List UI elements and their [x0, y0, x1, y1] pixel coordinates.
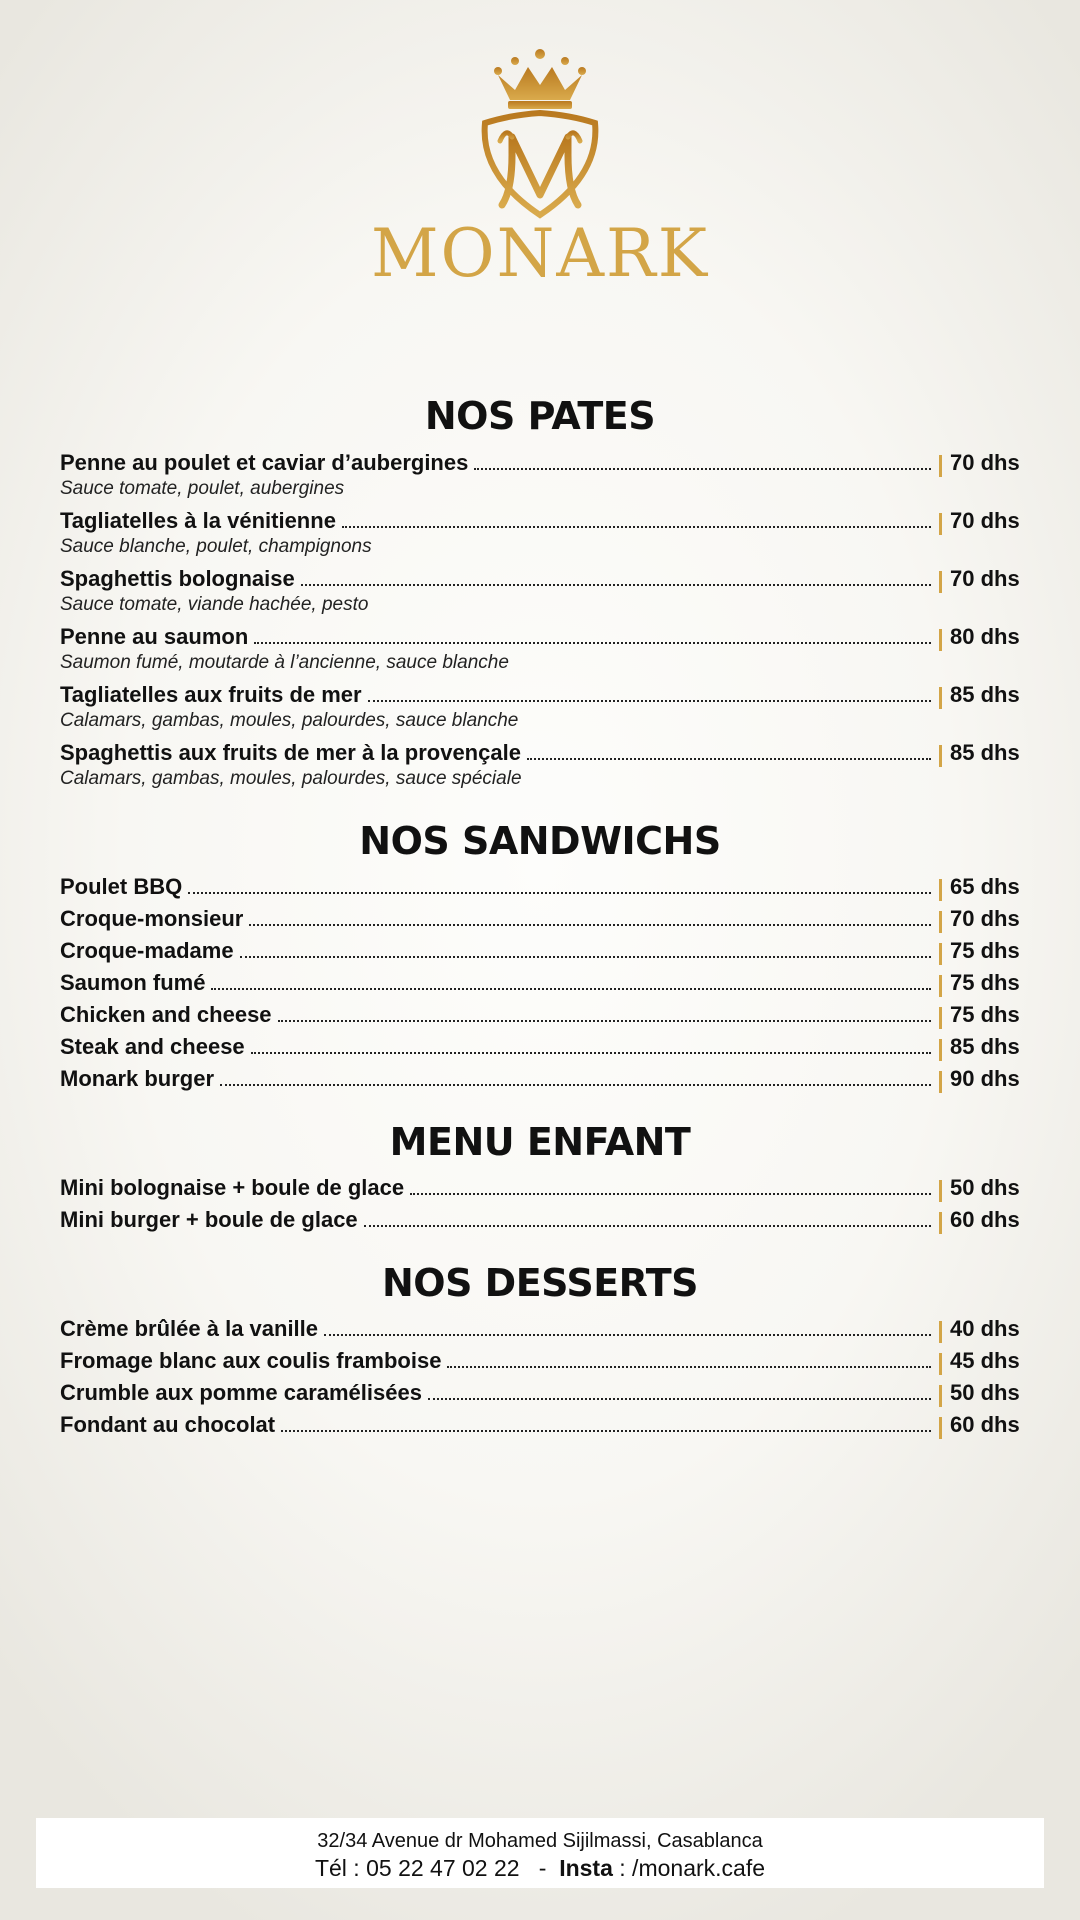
item-name: Spaghettis bolognaise — [60, 566, 295, 591]
item-name: Penne au poulet et caviar d’aubergines — [60, 450, 469, 475]
dot-leader — [474, 468, 931, 470]
price-divider — [939, 1180, 942, 1202]
item-name: Mini burger + boule de glace — [60, 1207, 358, 1232]
menu-item — [60, 874, 1020, 906]
footer-contact-line — [36, 1855, 1044, 1882]
menu-item — [60, 1066, 1020, 1098]
section-title-sandwichs: NOS SANDWICHS — [359, 819, 721, 863]
footer-insta-handle: : /monark.cafe — [619, 1855, 766, 1881]
menu-item — [60, 1412, 1020, 1444]
menu-item — [60, 1348, 1020, 1380]
menu-item — [60, 1380, 1020, 1412]
item-name: Croque-madame — [60, 938, 234, 963]
price-divider — [939, 1039, 942, 1061]
item-price: 40 dhs — [950, 1316, 1020, 1341]
dot-leader — [249, 924, 931, 926]
menu-item — [60, 740, 1020, 790]
menu-item — [60, 1207, 1020, 1239]
item-price: 70 dhs — [950, 508, 1020, 533]
price-divider — [939, 513, 942, 535]
item-price: 85 dhs — [950, 1034, 1020, 1059]
dot-leader — [428, 1398, 931, 1400]
item-price: 85 dhs — [950, 740, 1020, 765]
item-description: Sauce tomate, poulet, aubergines — [60, 478, 345, 499]
item-price: 75 dhs — [950, 1002, 1020, 1027]
price-divider — [939, 1212, 942, 1234]
footer-phone: Tél : 05 22 47 02 22 — [314, 1855, 520, 1881]
menu-item — [60, 1034, 1020, 1066]
item-description: Saumon fumé, moutarde à l’ancienne, sauce blanche — [60, 652, 509, 673]
dot-leader — [188, 892, 931, 894]
menu-item — [60, 970, 1020, 1002]
item-name: Steak and cheese — [60, 1034, 245, 1059]
price-divider — [939, 687, 942, 709]
item-name: Crumble aux pomme caramélisées — [60, 1380, 422, 1405]
footer-insta-label: Insta — [559, 1855, 613, 1881]
dot-leader — [254, 642, 931, 644]
dot-leader — [211, 988, 931, 990]
item-price: 85 dhs — [950, 682, 1020, 707]
item-name: Crème brûlée à la vanille — [60, 1316, 319, 1341]
item-price: 45 dhs — [950, 1348, 1020, 1373]
dot-leader — [251, 1052, 931, 1054]
item-name: Fondant au chocolat — [60, 1412, 276, 1437]
menu-item — [60, 1002, 1020, 1034]
price-divider — [939, 1385, 942, 1407]
section-title-pates: NOS PATES — [424, 394, 656, 438]
price-divider — [939, 1321, 942, 1343]
price-divider — [939, 745, 942, 767]
menu-item — [60, 450, 1020, 500]
footer-separator: - — [538, 1855, 547, 1881]
item-price: 70 dhs — [950, 566, 1020, 591]
price-divider — [939, 629, 942, 651]
dot-leader — [368, 700, 931, 702]
item-price: 60 dhs — [950, 1207, 1020, 1232]
item-price: 50 dhs — [950, 1175, 1020, 1200]
item-description: Calamars, gambas, moules, palourdes, sauce blanche — [60, 710, 519, 731]
price-divider — [939, 1071, 942, 1093]
dot-leader — [527, 758, 931, 760]
item-description: Sauce tomate, viande hachée, pesto — [60, 594, 369, 615]
dot-leader — [364, 1225, 931, 1227]
item-description: Sauce blanche, poulet, champignons — [60, 536, 372, 557]
item-name: Tagliatelles aux fruits de mer — [60, 682, 362, 707]
item-price: 75 dhs — [950, 970, 1020, 995]
price-divider — [939, 879, 942, 901]
item-name: Spaghettis aux fruits de mer à la provençale — [60, 740, 521, 765]
price-divider — [939, 943, 942, 965]
item-name: Saumon fumé — [60, 970, 206, 995]
brand-logo — [0, 45, 1080, 292]
item-price: 50 dhs — [950, 1380, 1020, 1405]
item-name: Croque-monsieur — [60, 906, 244, 931]
crown-shield-monogram-icon — [440, 45, 640, 225]
menu-item — [60, 624, 1020, 674]
footer-contact-box — [36, 1818, 1044, 1888]
dot-leader — [447, 1366, 931, 1368]
item-price: 65 dhs — [950, 874, 1020, 899]
item-price: 60 dhs — [950, 1412, 1020, 1437]
menu-item — [60, 1175, 1020, 1207]
section-title-enfant: MENU ENFANT — [389, 1120, 691, 1164]
section-title-desserts: NOS DESSERTS — [381, 1261, 699, 1305]
dot-leader — [240, 956, 931, 958]
dot-leader — [324, 1334, 931, 1336]
price-divider — [939, 455, 942, 477]
item-name: Monark burger — [60, 1066, 215, 1091]
dot-leader — [410, 1193, 931, 1195]
item-name: Chicken and cheese — [60, 1002, 272, 1027]
item-name: Fromage blanc aux coulis framboise — [60, 1348, 442, 1373]
footer-address: 32/34 Avenue dr Mohamed Sijilmassi, Casablanca — [317, 1830, 763, 1852]
price-divider — [939, 975, 942, 997]
price-divider — [939, 1353, 942, 1375]
menu-item — [60, 906, 1020, 938]
item-description: Calamars, gambas, moules, palourdes, sauce spéciale — [60, 768, 522, 789]
menu-item — [60, 1316, 1020, 1348]
item-name: Tagliatelles à la vénitienne — [60, 508, 336, 533]
dot-leader — [281, 1430, 931, 1432]
dot-leader — [301, 584, 931, 586]
brand-name: MONARK — [370, 215, 710, 292]
item-name: Penne au saumon — [60, 624, 249, 649]
price-divider — [939, 571, 942, 593]
dot-leader — [220, 1084, 931, 1086]
menu-item — [60, 508, 1020, 558]
item-price: 70 dhs — [950, 450, 1020, 475]
item-name: Poulet BBQ — [60, 874, 183, 899]
price-divider — [939, 1007, 942, 1029]
dot-leader — [342, 526, 931, 528]
menu-item — [60, 938, 1020, 970]
item-price: 80 dhs — [950, 624, 1020, 649]
menu-item — [60, 682, 1020, 732]
item-price: 75 dhs — [950, 938, 1020, 963]
price-divider — [939, 1417, 942, 1439]
dot-leader — [278, 1020, 931, 1022]
menu-item — [60, 566, 1020, 616]
item-price: 70 dhs — [950, 906, 1020, 931]
price-divider — [939, 911, 942, 933]
item-price: 90 dhs — [950, 1066, 1020, 1091]
item-name: Mini bolognaise + boule de glace — [60, 1175, 405, 1200]
